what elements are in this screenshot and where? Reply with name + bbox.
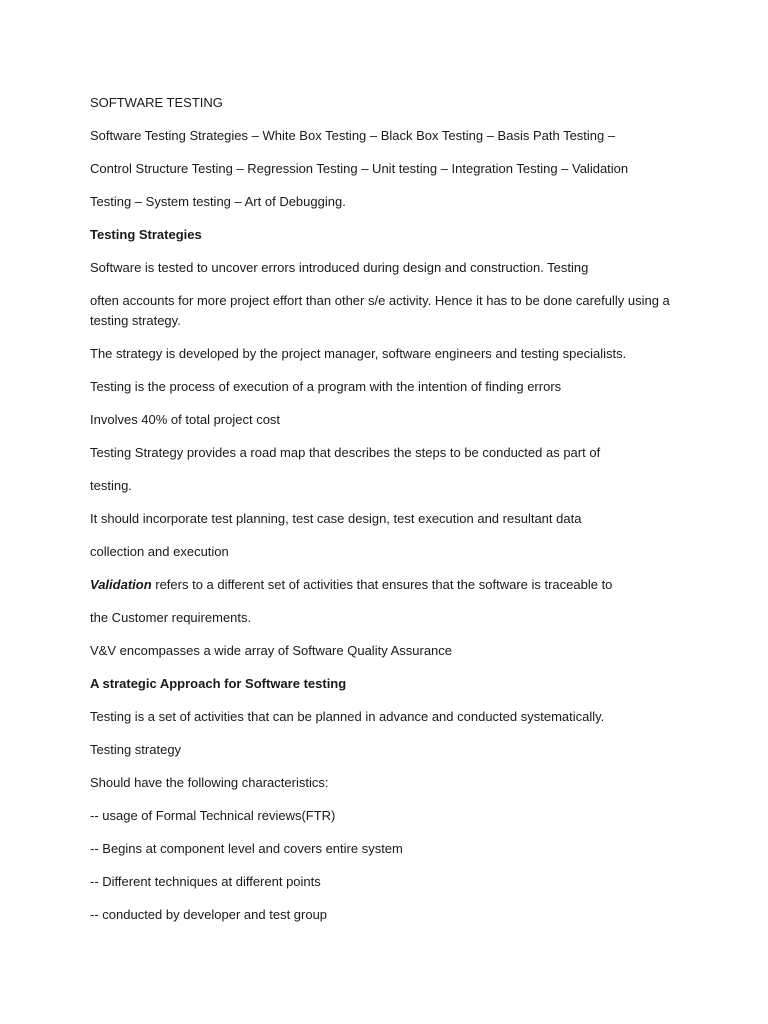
paragraph-15: Should have the following characteristics: — [90, 774, 329, 790]
topics-line-1: Software Testing Strategies – White Box Testing – Black Box Testing – Basis Path Testing – — [90, 127, 616, 143]
heading-strategic-approach: A strategic Approach for Software testing — [90, 675, 347, 691]
paragraph-12: V&V encompasses a wide array of Software Quality Assurance — [90, 642, 453, 658]
paragraph-1: Software is tested to uncover errors introduced during design and construction. Testing — [90, 259, 589, 275]
paragraph-2: often accounts for more project effort than other s/e activity. Hence it has to be done carefully using a testing strategy. — [90, 292, 674, 328]
paragraph-11: the Customer requirements. — [90, 609, 252, 625]
paragraph-6: Testing Strategy provides a road map that describes the steps to be conducted as part of — [90, 444, 601, 460]
validation-term: Validation — [90, 576, 152, 592]
paragraph-9: collection and execution — [90, 543, 229, 559]
paragraph-3: The strategy is developed by the project manager, software engineers and testing specialists. — [90, 345, 627, 361]
bullet-item: -- usage of Formal Technical reviews(FTR) — [90, 807, 336, 823]
paragraph-5: Involves 40% of total project cost — [90, 411, 281, 427]
paragraph-4: Testing is the process of execution of a program with the intention of finding errors — [90, 378, 562, 394]
topics-line-2: Control Structure Testing – Regression Testing – Unit testing – Integration Testing – Validation — [90, 160, 629, 176]
paragraph-8: It should incorporate test planning, test case design, test execution and resultant data — [90, 510, 582, 526]
paragraph-13: Testing is a set of activities that can be planned in advance and conducted systematically. — [90, 708, 605, 724]
paragraph-7: testing. — [90, 477, 132, 493]
heading-testing-strategies: Testing Strategies — [90, 226, 202, 242]
paragraph-14: Testing strategy — [90, 741, 182, 757]
topics-line-3: Testing – System testing – Art of Debugging. — [90, 193, 346, 209]
paragraph-validation — [90, 575, 690, 595]
bullet-item: -- Different techniques at different points — [90, 873, 321, 889]
document-page — [90, 93, 690, 938]
validation-text: refers to a different set of activities that ensures that the software is traceable to — [151, 576, 613, 592]
document-title: SOFTWARE TESTING — [90, 95, 223, 110]
bullet-item: -- conducted by developer and test group — [90, 906, 328, 922]
bullet-item: -- Begins at component level and covers entire system — [90, 840, 403, 856]
